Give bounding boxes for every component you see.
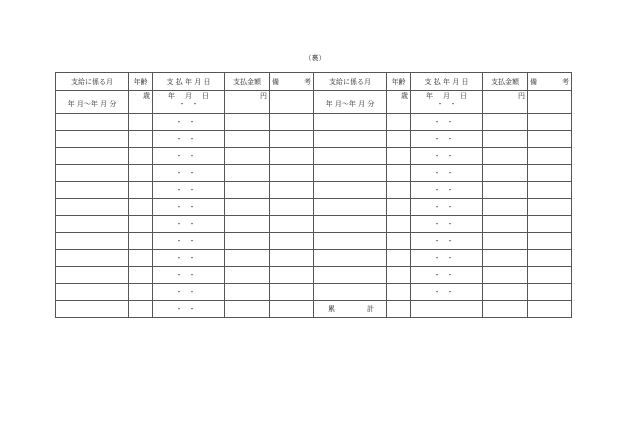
pay-date-cell: 年 月 日 ・・ — [411, 91, 483, 114]
summary-row — [56, 301, 572, 318]
header-period: 支給に係る月 — [314, 73, 387, 91]
table-row — [56, 148, 572, 165]
table-row — [56, 267, 572, 284]
pay-date-cell: ・・ — [411, 267, 483, 284]
pay-date-cell: ・・ — [153, 233, 225, 250]
table-row — [56, 199, 572, 216]
pay-date-cell: ・・ — [411, 250, 483, 267]
pay-date-cell: ・・ — [153, 301, 225, 318]
table-row — [56, 131, 572, 148]
amount-cell: 円 — [225, 91, 270, 114]
remarks-cell — [270, 91, 314, 114]
pay-date-cell: ・・ — [411, 114, 483, 131]
pay-date-cell: ・・ — [153, 267, 225, 284]
header-amount: 支払金額 — [225, 73, 270, 91]
header-age: 年齢 — [129, 73, 153, 91]
pay-date-cell: ・・ — [153, 182, 225, 199]
amount-cell: 円 — [483, 91, 528, 114]
table-row — [56, 250, 572, 267]
page-title: （裏） — [304, 54, 326, 62]
header-amount: 支払金額 — [483, 73, 528, 91]
pay-date-cell: ・・ — [153, 250, 225, 267]
pay-date-cell: ・・ — [411, 182, 483, 199]
header-pay-date: 支 払 年 月 日 — [411, 73, 483, 91]
header-remarks: 備 考 — [528, 73, 572, 91]
pay-date-cell: ・・ — [411, 233, 483, 250]
table-row — [56, 216, 572, 233]
pay-date-cell: ・・ — [411, 148, 483, 165]
remarks-cell — [528, 91, 572, 114]
header-remarks: 備 考 — [270, 73, 314, 91]
table-row — [56, 114, 572, 131]
age-cell: 歳 — [129, 91, 153, 114]
cumulative-total-label: 累 計 — [314, 301, 387, 318]
pay-date-cell: ・・ — [153, 199, 225, 216]
table-row — [56, 284, 572, 301]
pay-date-cell: 年 月 日 ・・ — [153, 91, 225, 114]
pay-date-cell: ・・ — [153, 165, 225, 182]
pay-date-cell: ・・ — [153, 216, 225, 233]
period-cell: 年 月～年 月 分 — [56, 91, 129, 114]
table-row — [56, 165, 572, 182]
header-pay-date: 支 払 年 月 日 — [153, 73, 225, 91]
pay-date-cell: ・・ — [411, 216, 483, 233]
table-row — [56, 182, 572, 199]
pay-date-cell: ・・ — [411, 131, 483, 148]
pay-date-cell: ・・ — [411, 199, 483, 216]
period-cell: 年 月～年 月 分 — [314, 91, 387, 114]
header-age: 年齢 — [387, 73, 411, 91]
pay-date-cell: ・・ — [411, 165, 483, 182]
table-row — [56, 233, 572, 250]
header-row — [56, 73, 572, 91]
payment-ledger-table — [55, 72, 572, 318]
age-cell: 歳 — [387, 91, 411, 114]
table-row — [56, 91, 572, 114]
pay-date-cell: ・・ — [411, 284, 483, 301]
header-period: 支給に係る月 — [56, 73, 129, 91]
pay-date-cell: ・・ — [153, 114, 225, 131]
pay-date-cell: ・・ — [153, 284, 225, 301]
pay-date-cell: ・・ — [153, 148, 225, 165]
pay-date-cell: ・・ — [153, 131, 225, 148]
